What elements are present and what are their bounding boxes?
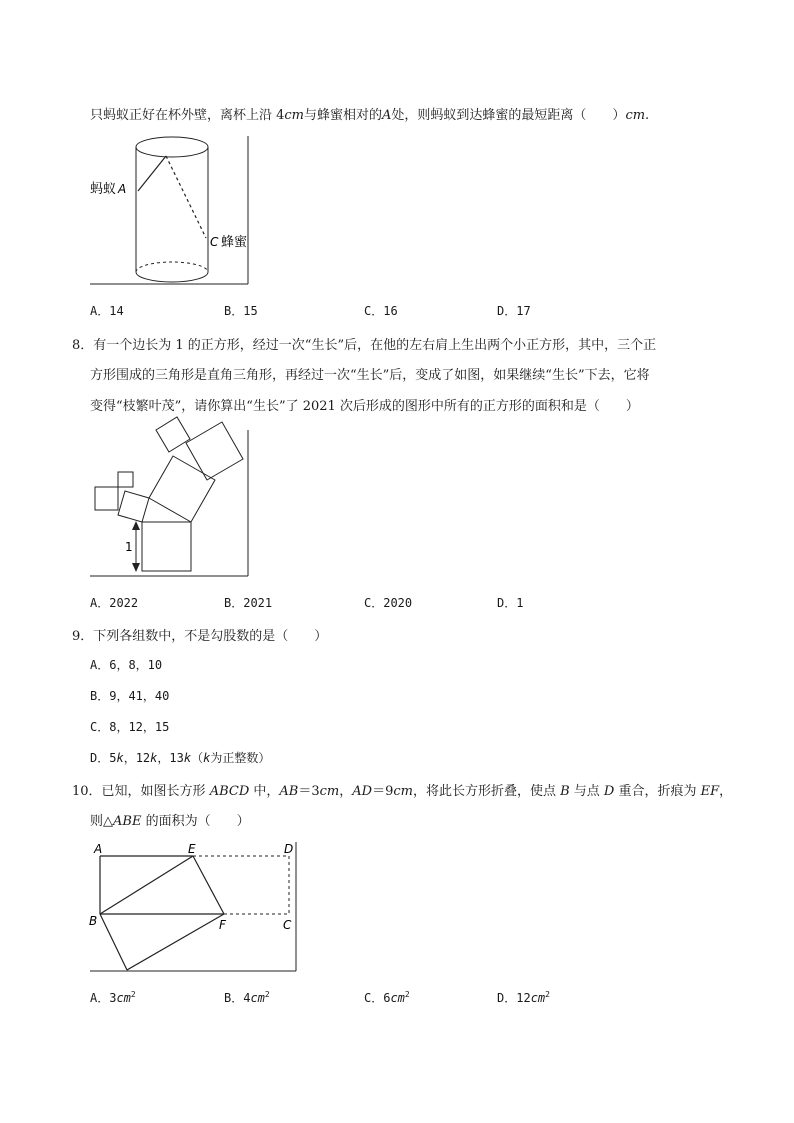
q10-option-c[interactable]: C．$6cm^2$ (364, 990, 410, 1005)
q10-option-d[interactable]: D．$12cm^2$ (497, 990, 550, 1005)
q7-option-b[interactable]: B．15 (224, 304, 258, 318)
segment-F-fold (127, 914, 224, 970)
q9-option-c[interactable]: C．8，12，15 (90, 720, 170, 734)
q8-stem-line1: 8．有一个边长为 1 的正方形，经过一次“生长”后，在他的左右肩上生出两个小正方形，其中，三个正 (72, 338, 657, 353)
q8-option-c[interactable]: C．2020 (364, 596, 413, 610)
segment-BE (100, 856, 193, 914)
q8-option-b[interactable]: B．2021 (224, 596, 273, 610)
label-1: 1 (125, 540, 133, 554)
label-C: C (283, 918, 292, 932)
label-A: A (118, 182, 127, 196)
q8-stem-line3: 变得“枝繁叶茂”，请你算出“生长”了 2021 次后形成的图形中所有的正方形的面积和是（ ） (90, 399, 639, 414)
q9-option-a[interactable]: A．6，8，10 (90, 658, 163, 672)
q10-stem-line1: 10．已知，如图长方形 ABCD 中，AB＝3cm，AD＝9cm，将此长方形折叠，使点 B 与点 D 重合，折痕为 EF， (72, 784, 733, 799)
q10-option-a[interactable]: A．$3cm^2$ (90, 990, 136, 1005)
label-A: A (94, 842, 103, 856)
segment-EF (193, 856, 224, 914)
q7-option-d[interactable]: D．17 (497, 304, 531, 318)
q10-stem-line2: 则△ABE 的面积为（ ） (90, 814, 250, 829)
q9-option-d[interactable]: D．5k，12k，13k（k为正整数） (90, 751, 271, 765)
label-B: B (89, 914, 98, 928)
q7-option-c[interactable]: C．16 (364, 304, 398, 318)
label-ant: 蚂蚁 (90, 182, 117, 197)
q8-option-d[interactable]: D．1 (497, 596, 524, 610)
q7-option-a[interactable]: A．14 (90, 304, 124, 318)
label-honey: 蜂蜜 (221, 235, 248, 250)
segment-B-fold (100, 914, 127, 970)
q7-continuation: 只蚂蚁正好在杯外壁，离杯上沿 4cm与蜂蜜相对的A处，则蚂蚁到达蜂蜜的最短距离（ ）cm. (90, 108, 650, 123)
q9-stem: 9．下列各组数中，不是勾股数的是（ ） (72, 629, 328, 644)
q8-option-a[interactable]: A．2022 (90, 596, 139, 610)
q10-option-b[interactable]: B．$4cm^2$ (224, 990, 270, 1005)
q9-option-b[interactable]: B．9，41，40 (90, 689, 170, 703)
q8-stem-line2: 方形围成的三角形是直角三角形，再经过一次“生长”后，变成了如图，如果继续“生长”下去，它将 (90, 368, 650, 383)
label-F: F (219, 918, 226, 932)
label-D: D (284, 842, 294, 856)
label-C: C (210, 235, 219, 249)
label-E: E (188, 842, 196, 856)
